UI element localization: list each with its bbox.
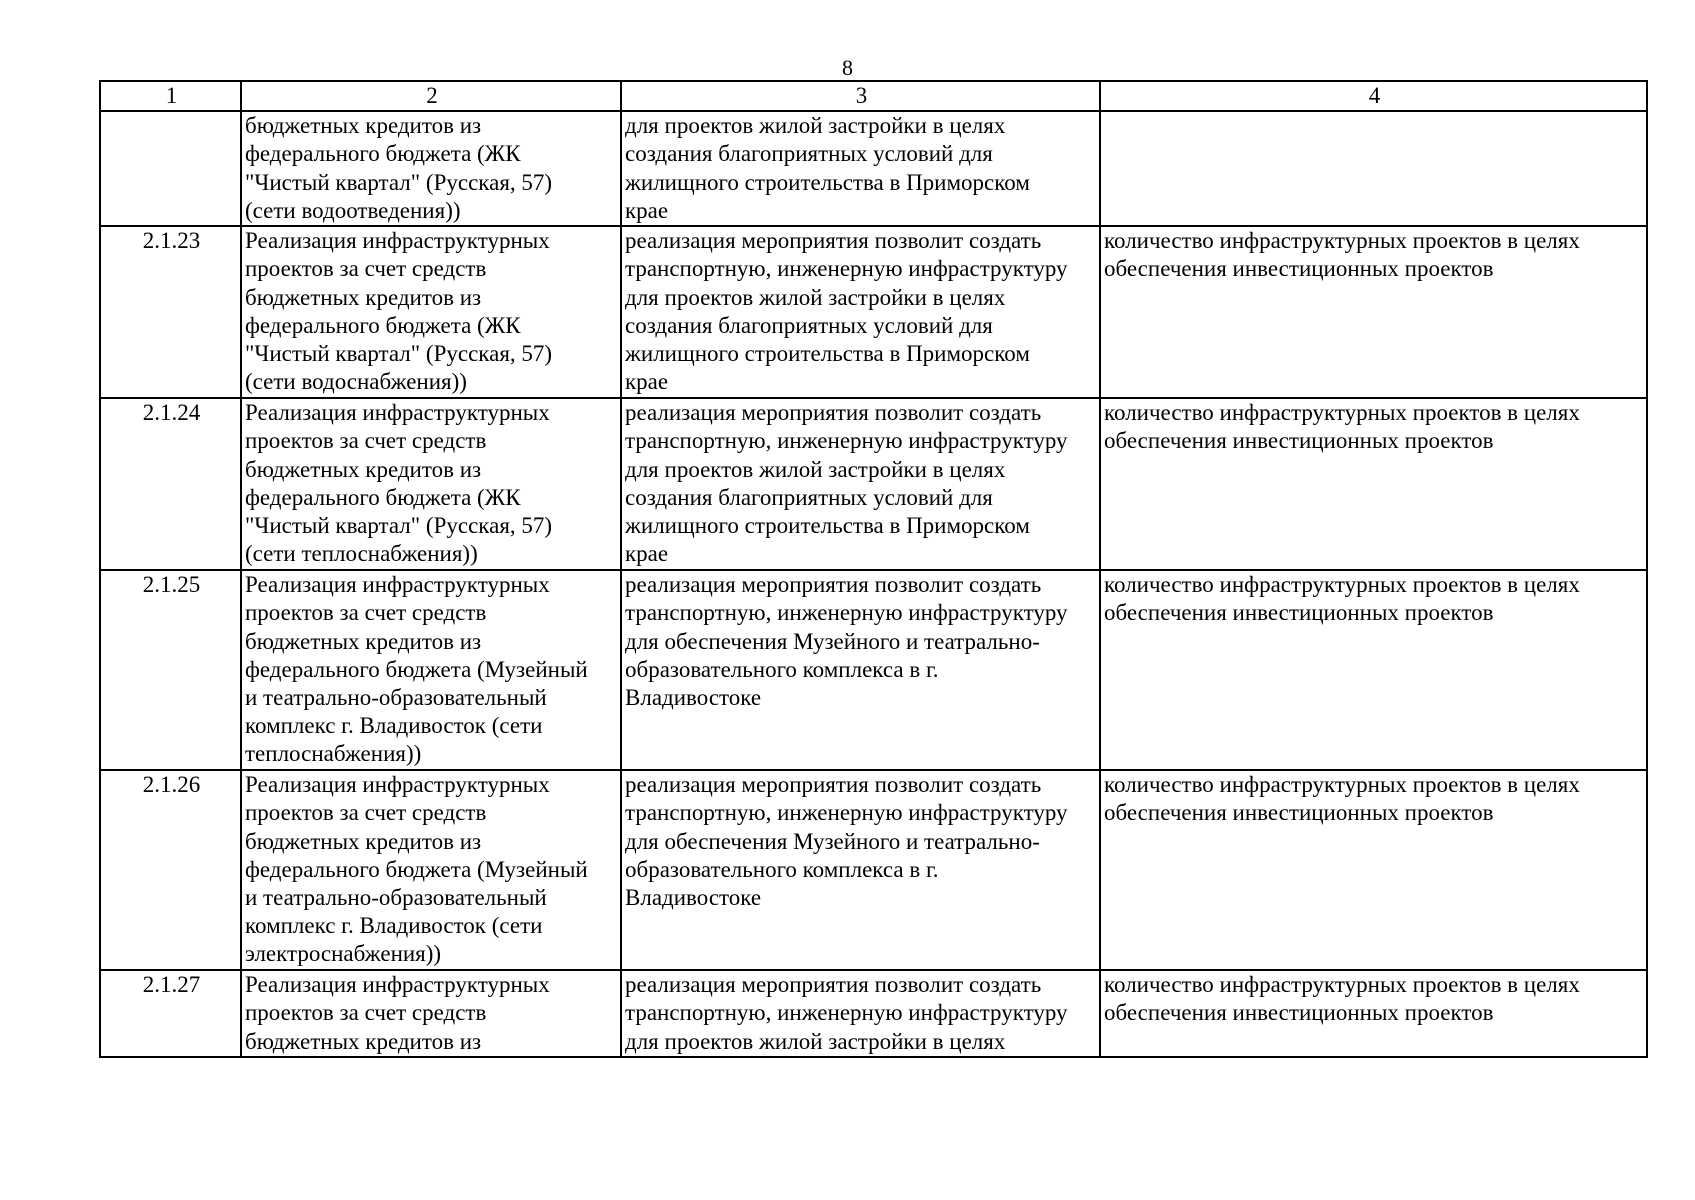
indicator: количество инфраструктурных проектов в целях обеспечения инвестиционных проектов xyxy=(1100,398,1647,570)
indicator xyxy=(1100,111,1647,226)
indicator: количество инфраструктурных проектов в целях обеспечения инвестиционных проектов xyxy=(1100,770,1647,970)
table-row xyxy=(100,770,1647,970)
table-row xyxy=(100,970,1647,1057)
indicator: количество инфраструктурных проектов в целях обеспечения инвестиционных проектов xyxy=(1100,970,1647,1057)
row-number: 2.1.23 xyxy=(100,226,241,398)
measure-name: Реализация инфраструктурных проектов за счет средств бюджетных кредитов из федерального бюджета (Музейный и театрально-образовательный комплекс г. Владивосток (сети теплоснабжения)) xyxy=(241,570,621,770)
page-number: 8 xyxy=(842,55,853,80)
indicator: количество инфраструктурных проектов в целях обеспечения инвестиционных проектов xyxy=(1100,570,1647,770)
table-header-row xyxy=(100,81,1647,111)
table-row xyxy=(100,226,1647,398)
header-col-4: 4 xyxy=(1100,81,1647,111)
header-col-1: 1 xyxy=(100,81,241,111)
expected-result: реализация мероприятия позволит создать транспортную, инженерную инфраструктуру для проектов жилой застройки в целях создания благоприятных условий для жилищного строительства в Приморском крае xyxy=(621,226,1100,398)
row-number: 2.1.25 xyxy=(100,570,241,770)
table-row xyxy=(100,570,1647,770)
indicator: количество инфраструктурных проектов в целях обеспечения инвестиционных проектов xyxy=(1100,226,1647,398)
header-col-2: 2 xyxy=(241,81,621,111)
table-row xyxy=(100,111,1647,226)
measure-name: Реализация инфраструктурных проектов за счет средств бюджетных кредитов из федерального бюджета (ЖК "Чистый квартал" (Русская, 57) (сети теплоснабжения)) xyxy=(241,398,621,570)
measures-table xyxy=(99,80,1648,1058)
row-number: 2.1.26 xyxy=(100,770,241,970)
table-row xyxy=(100,398,1647,570)
row-number: 2.1.24 xyxy=(100,398,241,570)
expected-result: реализация мероприятия позволит создать транспортную, инженерную инфраструктуру для проектов жилой застройки в целях создания благоприятных условий для жилищного строительства в Приморском крае xyxy=(621,398,1100,570)
measure-name: бюджетных кредитов из федерального бюджета (ЖК "Чистый квартал" (Русская, 57) (сети водоотведения)) xyxy=(241,111,621,226)
header-col-3: 3 xyxy=(621,81,1100,111)
measure-name: Реализация инфраструктурных проектов за счет средств бюджетных кредитов из федерального бюджета (ЖК "Чистый квартал" (Русская, 57) (сети водоснабжения)) xyxy=(241,226,621,398)
row-number: 2.1.27 xyxy=(100,970,241,1057)
measure-name: Реализация инфраструктурных проектов за счет средств бюджетных кредитов из федерального бюджета (Музейный и театрально-образовательный комплекс г. Владивосток (сети электроснабжения)) xyxy=(241,770,621,970)
row-number xyxy=(100,111,241,226)
measure-name: Реализация инфраструктурных проектов за счет средств бюджетных кредитов из xyxy=(241,970,621,1057)
expected-result: реализация мероприятия позволит создать транспортную, инженерную инфраструктуру для обеспечения Музейного и театрально- образовательного комплекса в г. Владивостоке xyxy=(621,570,1100,770)
expected-result: для проектов жилой застройки в целях создания благоприятных условий для жилищного строительства в Приморском крае xyxy=(621,111,1100,226)
expected-result: реализация мероприятия позволит создать транспортную, инженерную инфраструктуру для проектов жилой застройки в целях xyxy=(621,970,1100,1057)
expected-result: реализация мероприятия позволит создать транспортную, инженерную инфраструктуру для обеспечения Музейного и театрально- образовательного комплекса в г. Владивостоке xyxy=(621,770,1100,970)
